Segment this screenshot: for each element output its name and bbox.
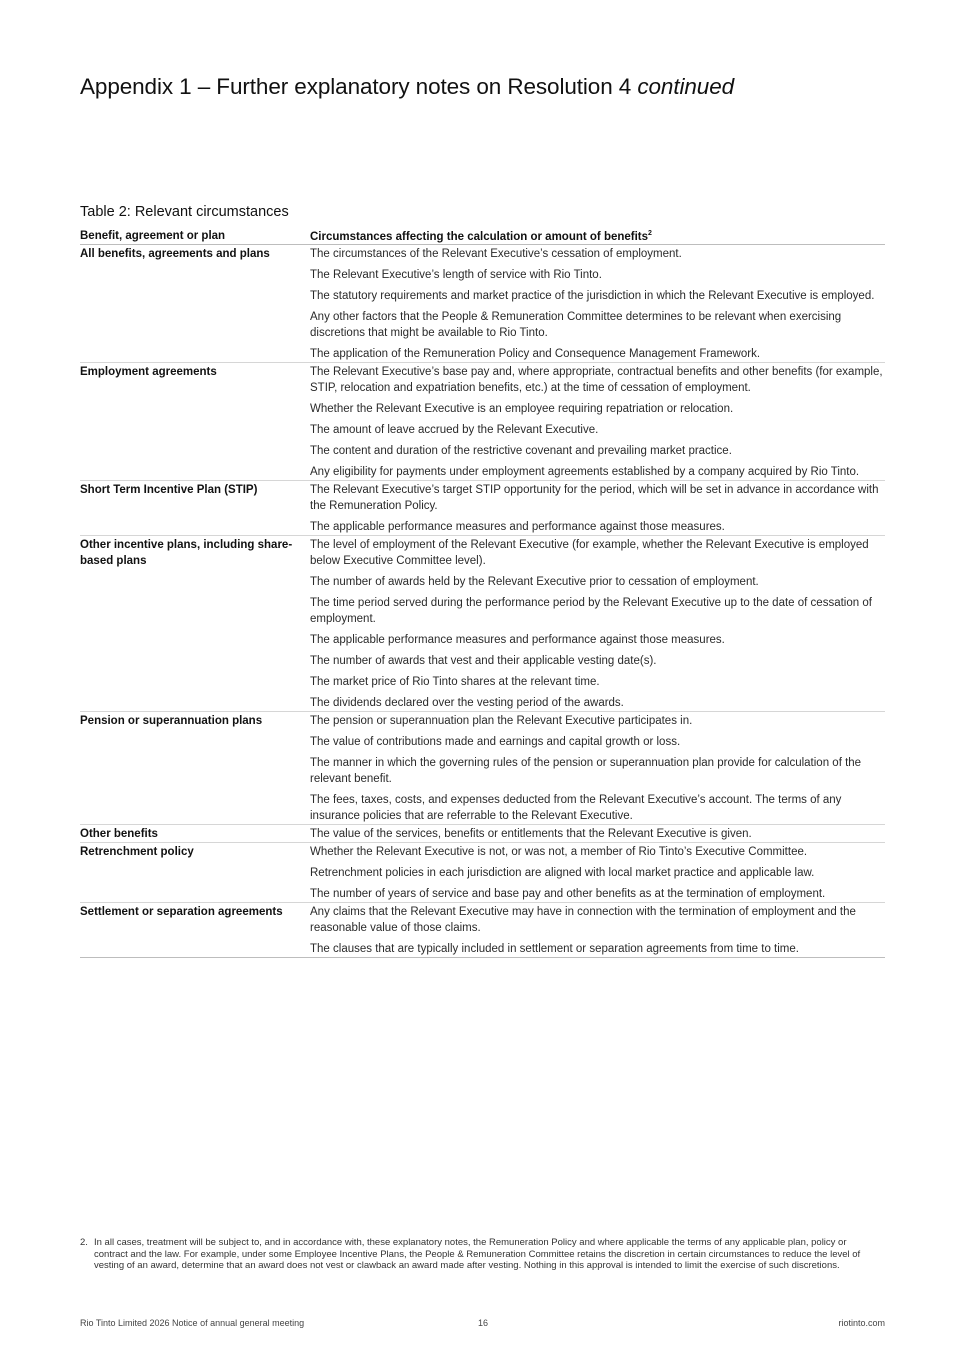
footnote <box>80 1237 870 1272</box>
circumstance-item: Whether the Relevant Executive is an employee requiring repatriation or relocation. <box>310 402 734 415</box>
circumstances-cell <box>310 842 885 902</box>
circumstance-item: The market price of Rio Tinto shares at the relevant time. <box>310 675 600 688</box>
circumstance-item: The amount of leave accrued by the Relevant Executive. <box>310 423 599 436</box>
circumstances-cell <box>310 902 885 957</box>
circumstance-item: The circumstances of the Relevant Executive’s cessation of employment. <box>310 247 682 260</box>
circumstance-item: The value of the services, benefits or entitlements that the Relevant Executive is given. <box>310 827 752 840</box>
circumstances-cell <box>310 824 885 842</box>
table-body <box>80 244 885 957</box>
column-header-circumstances <box>310 229 885 244</box>
circumstance-item: The applicable performance measures and performance against those measures. <box>310 633 725 646</box>
circumstance-item: Any eligibility for payments under employment agreements established by a company acquired by Rio Tinto. <box>310 465 860 478</box>
circumstance-item: The content and duration of the restrictive covenant and prevailing market practice. <box>310 444 732 457</box>
page-title <box>80 74 734 100</box>
table-row <box>80 244 885 362</box>
benefit-name: Pension or superannuation plans <box>80 711 310 824</box>
footer-page-number: 16 <box>478 1318 489 1328</box>
circumstance-item: The dividends declared over the vesting period of the awards. <box>310 696 624 709</box>
circumstance-item: The number of awards held by the Relevant Executive prior to cessation of employment. <box>310 575 759 588</box>
circumstance-item: The time period served during the performance period by the Relevant Executive up to the date of cessation of employment. <box>310 596 872 625</box>
table-title: Table 2: Relevant circumstances <box>80 204 289 220</box>
benefit-name: Short Term Incentive Plan (STIP) <box>80 480 310 535</box>
benefit-name: Settlement or separation agreements <box>80 902 310 957</box>
footnote-reference: 2 <box>648 230 652 237</box>
circumstance-item: The level of employment of the Relevant Executive (for example, whether the Relevant Executive is employed below Executive Committee level). <box>310 538 869 567</box>
circumstance-item: The Relevant Executive’s target STIP opportunity for the period, which will be set in advance in accordance with the Remuneration Policy. <box>310 483 879 512</box>
table-row <box>80 902 885 957</box>
benefit-name: Other incentive plans, including share-based plans <box>80 535 310 711</box>
circumstance-item: The statutory requirements and market practice of the jurisdiction in which the Relevant Executive is employed. <box>310 289 875 302</box>
circumstance-item: The number of years of service and base pay and other benefits as at the termination of employment. <box>310 887 826 900</box>
relevant-circumstances-table <box>80 229 885 958</box>
circumstance-item: The number of awards that vest and their applicable vesting date(s). <box>310 654 657 667</box>
circumstances-cell <box>310 362 885 480</box>
benefit-name: Other benefits <box>80 824 310 842</box>
circumstance-item: Any claims that the Relevant Executive may have in connection with the termination of employment and the reasonable value of those claims. <box>310 905 856 934</box>
table-row <box>80 535 885 711</box>
table-row <box>80 711 885 824</box>
circumstance-item: Retrenchment policies in each jurisdiction are aligned with local market practice and applicable law. <box>310 866 815 879</box>
page-title-text: Appendix 1 – Further explanatory notes on Resolution 4 <box>80 74 632 99</box>
circumstance-item: The manner in which the governing rules of the pension or superannuation plan provide for calculation of the relevant benefit. <box>310 756 862 785</box>
table-row <box>80 842 885 902</box>
column-header-circumstances-text: Circumstances affecting the calculation or amount of benefits <box>310 230 649 243</box>
table-header-row <box>80 229 885 244</box>
benefit-name: Retrenchment policy <box>80 842 310 902</box>
circumstance-item: The Relevant Executive’s base pay and, where appropriate, contractual benefits and other benefits (for example, STIP, relocation and expatriation benefits, etc.) at the time of cessation of employment. <box>310 365 883 394</box>
column-header-benefit: Benefit, agreement or plan <box>80 229 310 244</box>
table-row <box>80 362 885 480</box>
circumstance-item: The clauses that are typically included in settlement or separation agreements from time to time. <box>310 942 799 955</box>
circumstances-cell <box>310 244 885 362</box>
benefit-name: Employment agreements <box>80 362 310 480</box>
circumstance-item: The pension or superannuation plan the Relevant Executive participates in. <box>310 714 693 727</box>
circumstance-item: Whether the Relevant Executive is not, or was not, a member of Rio Tinto’s Executive Committee. <box>310 845 808 858</box>
footnote-number: 2. <box>80 1237 88 1248</box>
circumstances-cell <box>310 535 885 711</box>
circumstance-item: The applicable performance measures and performance against those measures. <box>310 520 725 533</box>
circumstance-item: The Relevant Executive’s length of service with Rio Tinto. <box>310 268 602 281</box>
circumstance-item: Any other factors that the People & Remuneration Committee determines to be relevant when exercising discretions that might be available to Rio Tinto. <box>310 310 842 339</box>
circumstances-cell <box>310 480 885 535</box>
page-title-continued: continued <box>637 74 735 99</box>
circumstance-item: The fees, taxes, costs, and expenses deducted from the Relevant Executive’s account. The terms of any insurance policies that are referrable to the Relevant Executive. <box>310 793 842 822</box>
table-row <box>80 824 885 842</box>
benefit-name: All benefits, agreements and plans <box>80 244 310 362</box>
circumstance-item: The application of the Remuneration Policy and Consequence Management Framework. <box>310 347 761 360</box>
footnote-text: In all cases, treatment will be subject to, and in accordance with, these explanatory notes, the Remuneration Policy and where applicable the terms of any applicable plan, policy or contract and the law. For example, under some Employee Incentive Plans, the People & Remuneration Committee retains the discretion in certain circumstances to reduce the level of vesting of an award, determine that an award does not vest or clawback an award made after vesting. Nothing in this approval is intended to limit the exercise of such discretions. <box>94 1237 861 1271</box>
circumstance-item: The value of contributions made and earnings and capital growth or loss. <box>310 735 681 748</box>
table-row <box>80 480 885 535</box>
circumstances-cell <box>310 711 885 824</box>
footer-document-title: Rio Tinto Limited 2026 Notice of annual general meeting <box>80 1318 305 1328</box>
footer-website: riotinto.com <box>838 1318 885 1328</box>
